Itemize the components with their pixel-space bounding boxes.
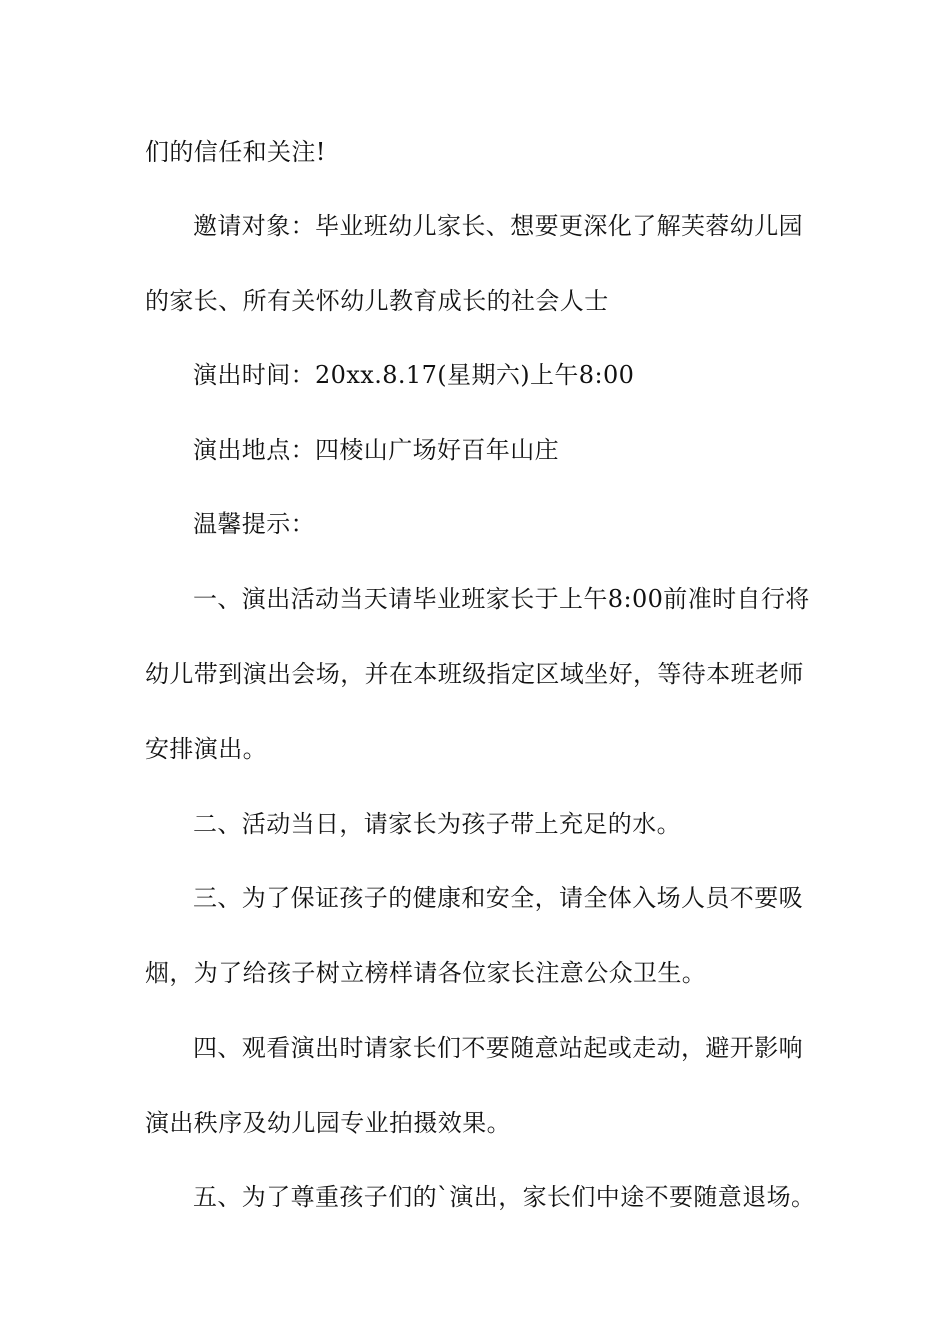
text-line: 温馨提示： [193,510,315,538]
text-line: 一、演出活动当天请毕业班家长于上午8:00前准时自行将 [193,585,810,613]
text-line: 演出时间：20xx.8.17(星期六)上午8:00 [193,361,635,389]
text-line: 演出地点：四棱山广场好百年山庄 [193,436,559,464]
text-line: 的家长、所有关怀幼儿教育成长的社会人士 [145,287,609,315]
text-line: 烟，为了给孩子树立榜样请各位家长注意公众卫生。 [145,959,707,987]
text-line: 们的信任和关注! [145,138,326,166]
text-line: 安排演出。 [145,735,267,763]
text-line: 三、为了保证孩子的健康和安全，请全体入场人员不要吸 [193,884,803,912]
text-line: 幼儿带到演出会场，并在本班级指定区域坐好，等待本班老师 [145,660,804,688]
text-line: 五、为了尊重孩子们的`演出，家长们中途不要随意退场。 [193,1183,816,1211]
text-line: 四、观看演出时请家长们不要随意站起或走动，避开影响 [193,1034,803,1062]
text-line: 邀请对象：毕业班幼儿家长、想要更深化了解芙蓉幼儿园 [193,212,803,240]
text-line: 演出秩序及幼儿园专业拍摄效果。 [145,1109,511,1137]
text-line: 二、活动当日，请家长为孩子带上充足的水。 [193,810,681,838]
